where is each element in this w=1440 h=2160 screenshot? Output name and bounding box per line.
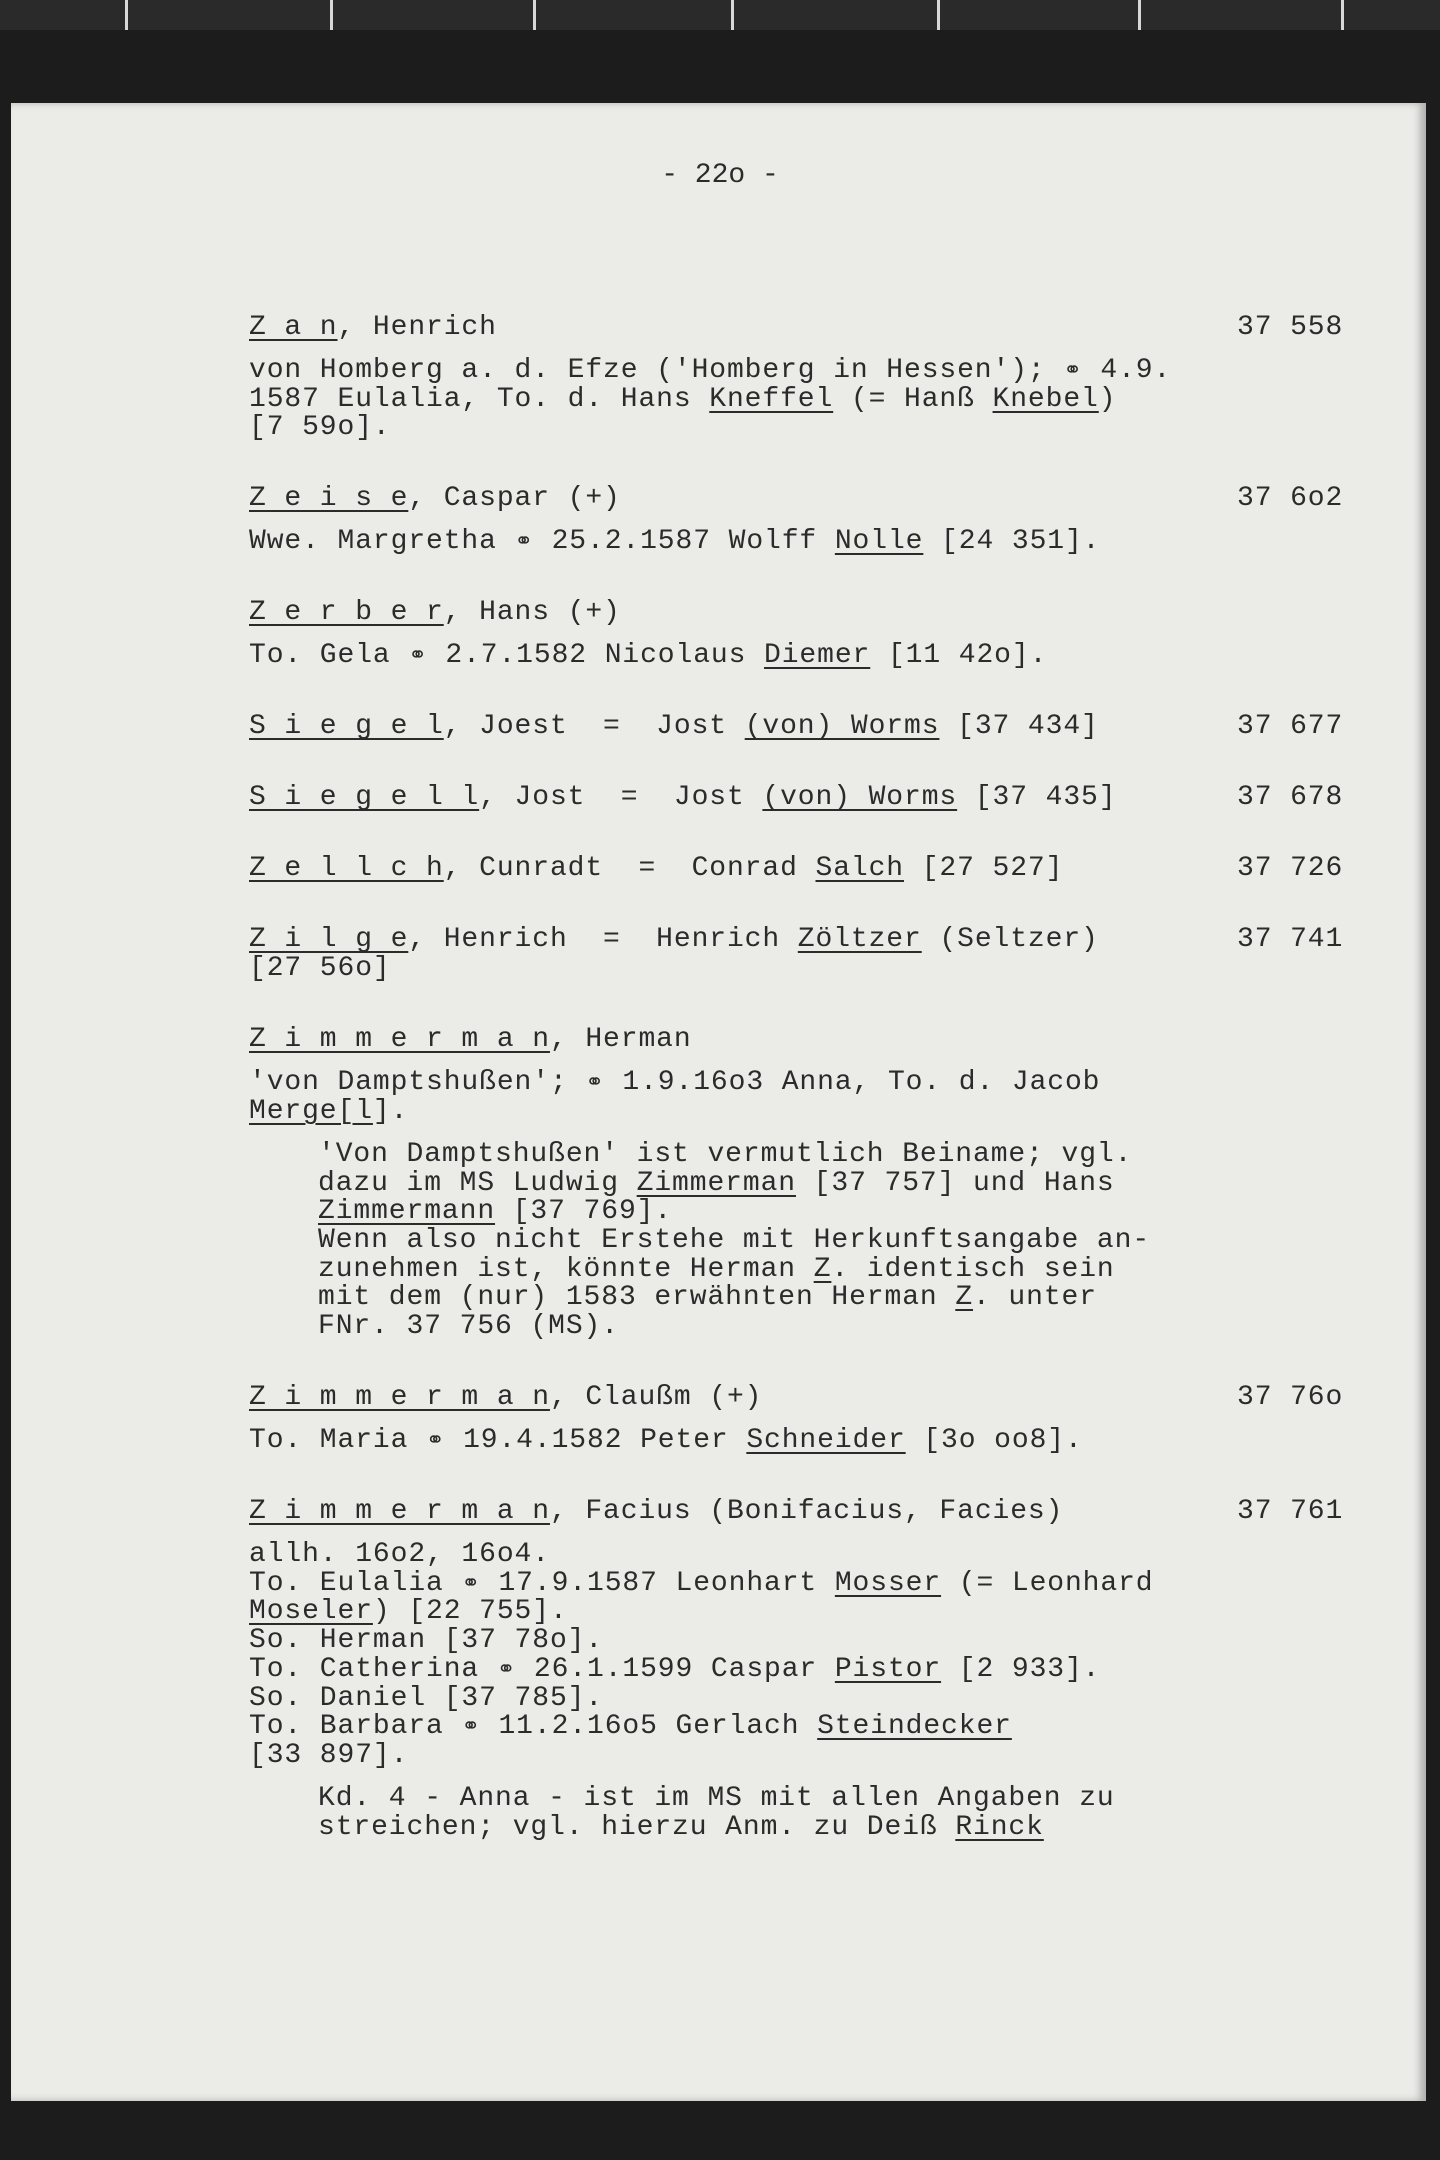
entry-note-line: [318, 1813, 1044, 1843]
text-segment: To. Eulalia ⚭ 17.9.1587 Leonhart: [249, 1567, 835, 1599]
text-segment: Wwe. Margretha ⚭ 25.2.1587 Wolff: [249, 526, 835, 558]
underlined-name: Steindecker: [817, 1711, 1012, 1743]
text-segment: , Henrich = Henrich: [408, 924, 798, 956]
text-segment: [37 757] und Hans: [795, 1167, 1115, 1199]
family-number: 37 558: [1237, 312, 1344, 343]
underlined-name: S i e g e l l: [249, 782, 480, 814]
underlined-name: Salch: [815, 853, 905, 885]
text-segment: , Jost = Jost: [479, 782, 763, 814]
ruler-tick: [937, 0, 940, 30]
entry-heading: [249, 712, 1099, 742]
entry-body-line: [249, 356, 1171, 386]
underlined-name: Merge[l: [249, 1095, 373, 1127]
underlined-name: Z: [955, 1282, 974, 1314]
text-segment: To. Maria ⚭ 19.4.1582 Peter: [249, 1425, 747, 1456]
entry-heading: [249, 1025, 692, 1055]
underlined-name: Moseler: [249, 1596, 373, 1628]
entry-heading: [249, 783, 1116, 813]
entry-body-line: [249, 385, 1116, 415]
text-segment: [24 351].: [923, 526, 1101, 558]
underlined-name: Z i m m e r m a n: [249, 1382, 550, 1413]
entry-body-line: [249, 527, 1100, 557]
underlined-name: Z a n: [249, 312, 338, 343]
ruler-tick: [1138, 0, 1141, 30]
family-number: 37 761: [1237, 1496, 1344, 1527]
text-segment: To. Barbara ⚭ 11.2.16o5 Gerlach: [249, 1711, 818, 1743]
underlined-name: Mosser: [834, 1567, 942, 1599]
text-segment: 'Von Damptshußen' ist vermutlich Beiname; vgl.: [318, 1138, 1133, 1170]
family-number: 37 6o2: [1237, 483, 1344, 515]
entry-note-line: [318, 1312, 619, 1342]
text-segment: dazu im MS Ludwig: [318, 1167, 637, 1199]
entry-body-line: [249, 641, 1047, 671]
underlined-name: Nolle: [834, 526, 924, 558]
marriage-symbol-icon: ⚭: [426, 1428, 446, 1453]
text-segment: von Homberg a. d. Efze ('Homberg in Hessen'); ⚭ 4.9.: [249, 355, 1172, 386]
entry-note-line: [318, 1169, 1115, 1199]
text-segment: . identisch sein: [831, 1253, 1115, 1285]
text-segment: (= Leonhard: [941, 1567, 1154, 1599]
underlined-name: Kneffel: [709, 383, 834, 415]
family-number: 37 678: [1237, 782, 1344, 814]
underlined-name: Z: [813, 1253, 832, 1285]
underlined-name: Zöltzer: [797, 924, 922, 956]
text-segment: streichen; vgl. hierzu Anm. zu Deiß: [318, 1811, 956, 1843]
underlined-name: Z i l g e: [249, 924, 409, 956]
text-segment: [37 435]: [957, 782, 1117, 814]
marriage-symbol-icon: ⚭: [514, 529, 534, 555]
family-number: 37 741: [1237, 924, 1344, 956]
family-number: 37 76o: [1237, 1382, 1344, 1413]
text-segment: So. Herman [37 78o].: [249, 1625, 604, 1657]
family-number: 37 677: [1237, 711, 1344, 743]
underlined-name: Z e r b e r: [249, 597, 444, 629]
underlined-name: Schneider: [746, 1425, 906, 1456]
entry-body-line: [249, 1741, 408, 1771]
entry-heading: [249, 925, 1099, 955]
entry-heading: [249, 854, 1063, 884]
entry-note-line: [318, 1226, 1150, 1256]
text-segment: , Hans (+): [443, 597, 621, 629]
text-segment: zunehmen ist, könnte Herman: [318, 1253, 814, 1285]
text-segment: , Henrich: [337, 312, 497, 343]
text-segment: mit dem (nur) 1583 erwähnten Herman: [318, 1282, 956, 1314]
text-segment: [11 42o].: [870, 640, 1048, 672]
entry-body-line: [249, 1655, 1100, 1685]
entry-body-line: [249, 1097, 408, 1127]
marriage-symbol-icon: ⚭: [461, 1714, 481, 1740]
underlined-name: Z i m m e r m a n: [249, 1024, 550, 1056]
text-segment: Kd. 4 - Anna - ist im MS mit allen Angaben zu: [318, 1782, 1115, 1814]
underlined-name: Rinck: [955, 1811, 1044, 1843]
text-segment: [3o oo8].: [905, 1425, 1083, 1456]
scanner-ruler: [0, 0, 1440, 30]
entry-body-line: [249, 1068, 1100, 1098]
text-segment: [33 897].: [249, 1739, 409, 1771]
text-segment: [37 769].: [495, 1196, 673, 1228]
text-segment: 1587 Eulalia, To. d. Hans: [249, 383, 710, 415]
marriage-symbol-icon: ⚭: [461, 1570, 481, 1596]
entry-note-line: [318, 1140, 1132, 1170]
entry-note-line: [318, 1197, 672, 1227]
text-segment: , Claußm (+): [549, 1382, 763, 1413]
entry-heading: [249, 484, 621, 514]
text-segment: allh. 16o2, 16o4.: [249, 1539, 550, 1570]
text-segment: FNr. 37 756 (MS).: [318, 1311, 619, 1342]
text-segment: [27 56o]: [249, 953, 391, 985]
marriage-symbol-icon: ⚭: [1063, 358, 1083, 383]
underlined-name: Pistor: [834, 1653, 942, 1685]
entry-body-line: [249, 1426, 1083, 1456]
ruler-tick: [533, 0, 536, 30]
underlined-name: Z e l l c h: [249, 853, 444, 885]
text-segment: To. Gela ⚭ 2.7.1582 Nicolaus: [249, 640, 765, 672]
text-segment: ): [1098, 383, 1117, 415]
page-number: - 22o -: [661, 160, 779, 191]
ruler-tick: [330, 0, 333, 30]
text-segment: [37 434]: [939, 711, 1099, 743]
family-number: 37 726: [1237, 853, 1344, 885]
text-segment: , Caspar (+): [408, 483, 621, 515]
text-segment: (= Hanß: [833, 383, 993, 415]
text-segment: , Cunradt = Conrad: [443, 853, 816, 885]
entry-heading-continued: [249, 954, 391, 984]
underlined-name: Diemer: [764, 640, 871, 672]
entry-heading: [249, 1497, 1063, 1527]
underlined-name: Zimmermann: [318, 1196, 496, 1228]
underlined-name: Z i m m e r m a n: [249, 1496, 550, 1527]
underlined-name: (von) Worms: [744, 711, 940, 743]
entry-body-line: [249, 1597, 568, 1627]
text-segment: 'von Damptshußen'; ⚭ 1.9.16o3 Anna, To. d. Jacob: [249, 1067, 1101, 1099]
entry-note-line: [318, 1283, 1097, 1313]
entry-body-line: [249, 1684, 603, 1714]
entry-body-line: [249, 1626, 603, 1656]
marriage-symbol-icon: ⚭: [408, 643, 428, 669]
entry-body-line: [249, 1569, 1154, 1599]
entry-heading: [249, 1383, 762, 1413]
text-segment: , Facius (Bonifacius, Facies): [549, 1496, 1064, 1527]
text-segment: , Herman: [549, 1024, 692, 1056]
text-segment: , Joest = Jost: [443, 711, 745, 743]
entry-body-line: [249, 1540, 550, 1570]
text-segment: ) [22 755].: [372, 1596, 568, 1628]
underlined-name: Zimmerman: [636, 1167, 796, 1199]
ruler-tick: [1341, 0, 1344, 30]
marriage-symbol-icon: ⚭: [496, 1656, 517, 1682]
entry-heading: [249, 313, 497, 343]
text-segment: So. Daniel [37 785].: [249, 1682, 604, 1714]
text-segment: . unter: [973, 1282, 1097, 1314]
entry-note-line: [318, 1784, 1115, 1814]
underlined-name: Z e i s e: [249, 483, 409, 515]
text-segment: (Seltzer): [921, 924, 1099, 956]
entry-body-line: [249, 413, 391, 443]
ruler-tick: [731, 0, 734, 30]
text-segment: To. Catherina ⚭ 26.1.1599 Caspar: [249, 1653, 835, 1685]
text-segment: ].: [372, 1095, 409, 1127]
text-segment: [7 59o].: [249, 412, 391, 444]
entry-note-line: [318, 1255, 1115, 1285]
underlined-name: S i e g e l: [249, 711, 444, 743]
ruler-tick: [125, 0, 128, 30]
text-segment: [2 933].: [941, 1653, 1101, 1685]
underlined-name: (von) Worms: [762, 782, 958, 814]
text-segment: [27 527]: [904, 853, 1064, 885]
entry-heading: [249, 598, 621, 628]
marriage-symbol-icon: ⚭: [585, 1070, 605, 1096]
entry-body-line: [249, 1712, 1012, 1742]
underlined-name: Knebel: [992, 383, 1099, 415]
text-segment: Wenn also nicht Erstehe mit Herkunftsangabe an-: [318, 1224, 1151, 1256]
